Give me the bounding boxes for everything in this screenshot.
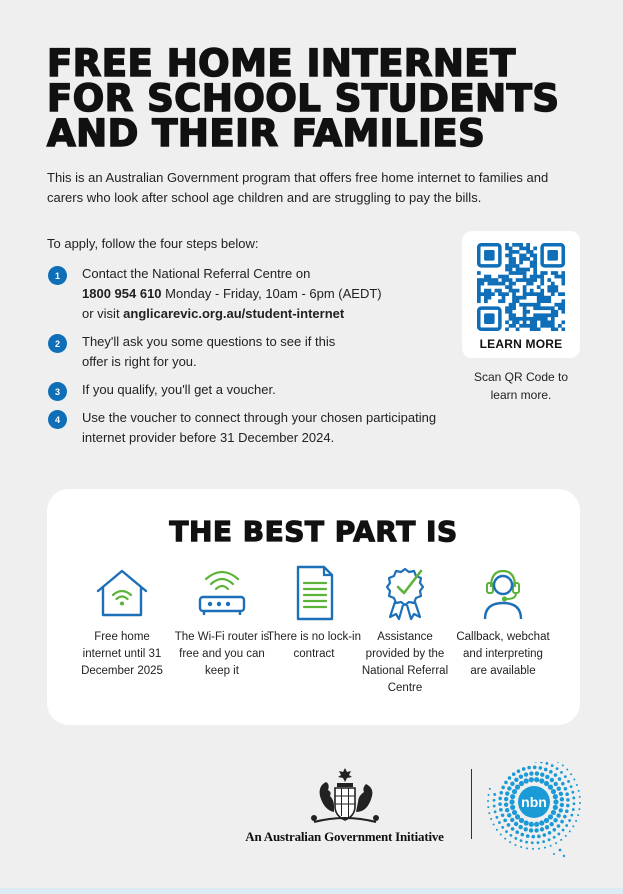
opening-hours: Monday - Friday, 10am - 6pm (AEDT) bbox=[161, 286, 382, 301]
home-wifi-icon bbox=[94, 565, 150, 621]
page-title bbox=[47, 42, 587, 155]
feature-text: Assistance provided by the National Referral Centre bbox=[361, 631, 449, 694]
feature-assistance bbox=[357, 565, 453, 697]
step-3 bbox=[47, 380, 457, 400]
logo-divider bbox=[471, 769, 472, 839]
wifi-router-icon bbox=[194, 565, 250, 621]
step-4 bbox=[47, 408, 447, 448]
feature-text: Callback, webchat and interpreting are available bbox=[456, 631, 550, 677]
step-number-3: 3 bbox=[48, 382, 67, 401]
feature-free-router bbox=[174, 565, 270, 680]
learn-more-label: LEARN MORE bbox=[479, 337, 563, 351]
step-number-1: 1 bbox=[48, 266, 67, 285]
government-logo bbox=[232, 766, 457, 846]
award-badge-icon bbox=[377, 565, 433, 621]
qr-code-icon[interactable] bbox=[477, 243, 565, 331]
step-1-line1: Contact the National Referral Centre on bbox=[82, 266, 311, 281]
intro-paragraph: This is an Australian Government program that offers free home internet to families and carers who look after school age children and are struggling to pay the bills. bbox=[47, 170, 549, 205]
feature-text: Free home internet until 31 December 2025 bbox=[81, 631, 163, 677]
step-4-text: Use the voucher to connect through your chosen participating internet provider before 31 December 2024. bbox=[82, 410, 437, 445]
coat-of-arms-icon bbox=[306, 766, 384, 826]
feature-callback bbox=[455, 565, 551, 680]
step-1 bbox=[47, 264, 457, 324]
visit-prefix: or visit bbox=[82, 306, 124, 321]
title-line-1: FREE HOME INTERNET bbox=[47, 42, 516, 85]
qr-caption: Scan QR Code to learn more. bbox=[473, 370, 569, 402]
document-icon bbox=[286, 565, 342, 621]
step-3-text: If you qualify, you'll get a voucher. bbox=[82, 382, 276, 397]
website-link[interactable]: anglicarevic.org.au/student-internet bbox=[123, 306, 345, 321]
feature-free-internet bbox=[74, 565, 170, 680]
step-1-line3 bbox=[82, 304, 457, 324]
title-line-3: AND THEIR FAMILIES bbox=[47, 112, 486, 155]
nbn-logo bbox=[484, 762, 588, 862]
step-2-text: They'll ask you some questions to see if this offer is right for you. bbox=[82, 334, 336, 369]
feature-no-contract bbox=[266, 565, 362, 663]
step-number-4: 4 bbox=[48, 410, 67, 429]
nbn-text: nbn bbox=[521, 794, 547, 810]
phone-number[interactable]: 1800 954 610 bbox=[82, 286, 162, 301]
apply-lead: To apply, follow the four steps below: bbox=[47, 236, 259, 251]
feature-text: The Wi-Fi router is free and you can keep it bbox=[174, 631, 270, 677]
steps-list bbox=[47, 264, 457, 448]
step-1-line2 bbox=[82, 284, 457, 304]
feature-text: There is no lock-in contract bbox=[267, 631, 361, 660]
step-2 bbox=[47, 332, 347, 372]
best-part-card bbox=[47, 489, 580, 725]
bottom-strip bbox=[0, 888, 623, 894]
gov-initiative-text: An Australian Government Initiative bbox=[245, 829, 444, 844]
title-line-2: FOR SCHOOL STUDENTS bbox=[47, 77, 560, 120]
step-number-2: 2 bbox=[48, 334, 67, 353]
best-part-title: THE BEST PART IS bbox=[169, 515, 458, 548]
headset-agent-icon bbox=[475, 565, 531, 621]
qr-card[interactable] bbox=[462, 231, 580, 358]
